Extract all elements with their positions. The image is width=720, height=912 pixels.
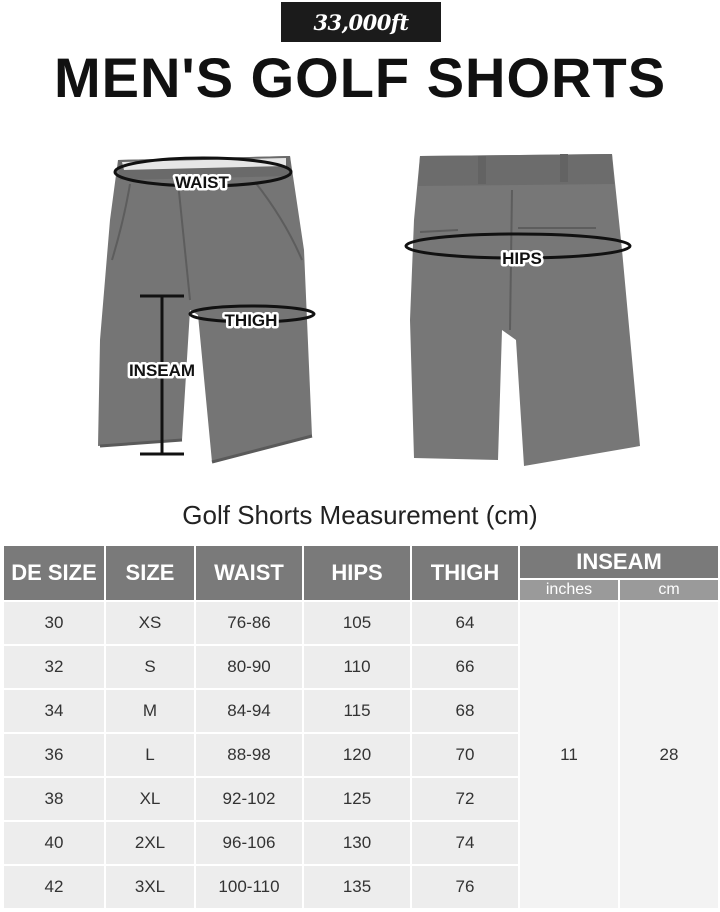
size-chart-table xyxy=(2,544,720,910)
cell-de-size: 40 xyxy=(3,821,105,865)
cell-thigh: 74 xyxy=(411,821,519,865)
hips-label: HIPS xyxy=(502,249,542,268)
header-waist: WAIST xyxy=(195,545,303,601)
thigh-label: THIGH xyxy=(224,311,278,330)
header-thigh: THIGH xyxy=(411,545,519,601)
header-inseam-cm: cm xyxy=(619,579,719,601)
header-de-size: DE SIZE xyxy=(3,545,105,601)
header-inseam-inches: inches xyxy=(519,579,619,601)
cell-hips: 130 xyxy=(303,821,411,865)
cell-hips: 110 xyxy=(303,645,411,689)
brand-logo: 33,000ft xyxy=(281,2,441,42)
cell-waist: 80-90 xyxy=(195,645,303,689)
cell-waist: 96-106 xyxy=(195,821,303,865)
cell-waist: 88-98 xyxy=(195,733,303,777)
cell-waist: 76-86 xyxy=(195,601,303,645)
cell-de-size: 42 xyxy=(3,865,105,909)
cell-hips: 115 xyxy=(303,689,411,733)
cell-thigh: 68 xyxy=(411,689,519,733)
header-inseam: INSEAM xyxy=(519,545,719,579)
cell-de-size: 32 xyxy=(3,645,105,689)
table-header-row xyxy=(3,545,719,579)
cell-waist: 84-94 xyxy=(195,689,303,733)
table-caption: Golf Shorts Measurement (cm) xyxy=(182,500,538,530)
waist-label: WAIST xyxy=(175,173,229,192)
cell-hips: 125 xyxy=(303,777,411,821)
header-hips: HIPS xyxy=(303,545,411,601)
table-row xyxy=(3,601,719,645)
cell-size: XL xyxy=(105,777,195,821)
cell-de-size: 36 xyxy=(3,733,105,777)
cell-de-size: 30 xyxy=(3,601,105,645)
cell-de-size: 34 xyxy=(3,689,105,733)
cell-size: XS xyxy=(105,601,195,645)
cell-inseam-cm: 28 xyxy=(619,601,719,909)
cell-size: S xyxy=(105,645,195,689)
cell-hips: 135 xyxy=(303,865,411,909)
cell-thigh: 70 xyxy=(411,733,519,777)
cell-thigh: 66 xyxy=(411,645,519,689)
cell-waist: 100-110 xyxy=(195,865,303,909)
cell-waist: 92-102 xyxy=(195,777,303,821)
cell-hips: 105 xyxy=(303,601,411,645)
cell-thigh: 76 xyxy=(411,865,519,909)
cell-thigh: 64 xyxy=(411,601,519,645)
cell-de-size: 38 xyxy=(3,777,105,821)
shorts-diagram xyxy=(0,140,720,480)
cell-thigh: 72 xyxy=(411,777,519,821)
cell-size: M xyxy=(105,689,195,733)
cell-inseam-inches: 11 xyxy=(519,601,619,909)
cell-size: 3XL xyxy=(105,865,195,909)
cell-size: L xyxy=(105,733,195,777)
header-size: SIZE xyxy=(105,545,195,601)
cell-hips: 120 xyxy=(303,733,411,777)
page-title: MEN'S GOLF SHORTS xyxy=(53,46,667,109)
cell-size: 2XL xyxy=(105,821,195,865)
back-shorts-image xyxy=(410,154,640,466)
shorts-illustrations xyxy=(0,140,720,480)
inseam-label: INSEAM xyxy=(128,361,196,380)
